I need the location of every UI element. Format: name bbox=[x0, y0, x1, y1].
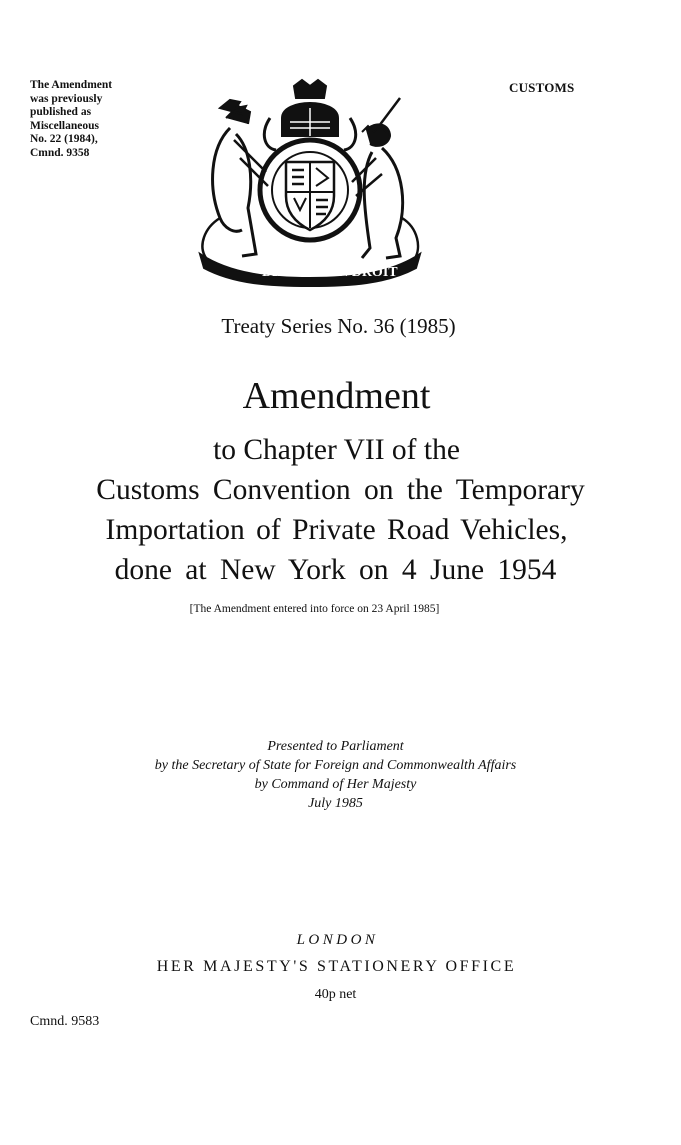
previous-publication-line: Miscellaneous bbox=[30, 119, 99, 132]
presentation-line: Presented to Parliament bbox=[267, 739, 404, 754]
command-number: Cmnd. 9583 bbox=[30, 1014, 100, 1029]
crest-motto-left: DIEU ET bbox=[262, 265, 320, 280]
previous-publication-line: published as bbox=[30, 106, 92, 119]
subtitle-line: done at New York on 4 June 1954 bbox=[114, 554, 557, 586]
imprint-city: LONDON bbox=[296, 932, 379, 948]
crest-motto-right: MON DROIT bbox=[314, 265, 398, 280]
document-title: Amendment bbox=[242, 375, 431, 417]
previous-publication-note bbox=[30, 79, 180, 161]
entry-into-force-note: [The Amendment entered into force on 23 April 1985] bbox=[189, 603, 440, 615]
previous-publication-line: was previously bbox=[30, 92, 103, 105]
presentation-statement bbox=[0, 737, 676, 813]
subtitle-line: Importation of Private Road Vehicles, bbox=[105, 514, 568, 546]
imprint-publisher: HER MAJESTY'S STATIONERY OFFICE bbox=[156, 958, 517, 975]
document-subtitle bbox=[0, 430, 681, 590]
presentation-line: by Command of Her Majesty bbox=[254, 777, 417, 792]
category-label: CUSTOMS bbox=[509, 80, 575, 95]
subtitle-line: to Chapter VII of the bbox=[213, 434, 460, 466]
subtitle-line: Customs Convention on the Temporary bbox=[96, 474, 585, 506]
imprint-price: 40p net bbox=[314, 987, 357, 1002]
previous-publication-line: The Amendment bbox=[30, 79, 113, 91]
presentation-line: July 1985 bbox=[308, 796, 363, 811]
royal-coat-of-arms-icon bbox=[190, 78, 430, 288]
previous-publication-line: No. 22 (1984), bbox=[30, 133, 98, 146]
presentation-line: by the Secretary of State for Foreign and Commonwealth Affairs bbox=[154, 758, 517, 773]
treaty-series-number: Treaty Series No. 36 (1985) bbox=[221, 314, 456, 338]
previous-publication-line: Cmnd. 9358 bbox=[30, 146, 90, 159]
